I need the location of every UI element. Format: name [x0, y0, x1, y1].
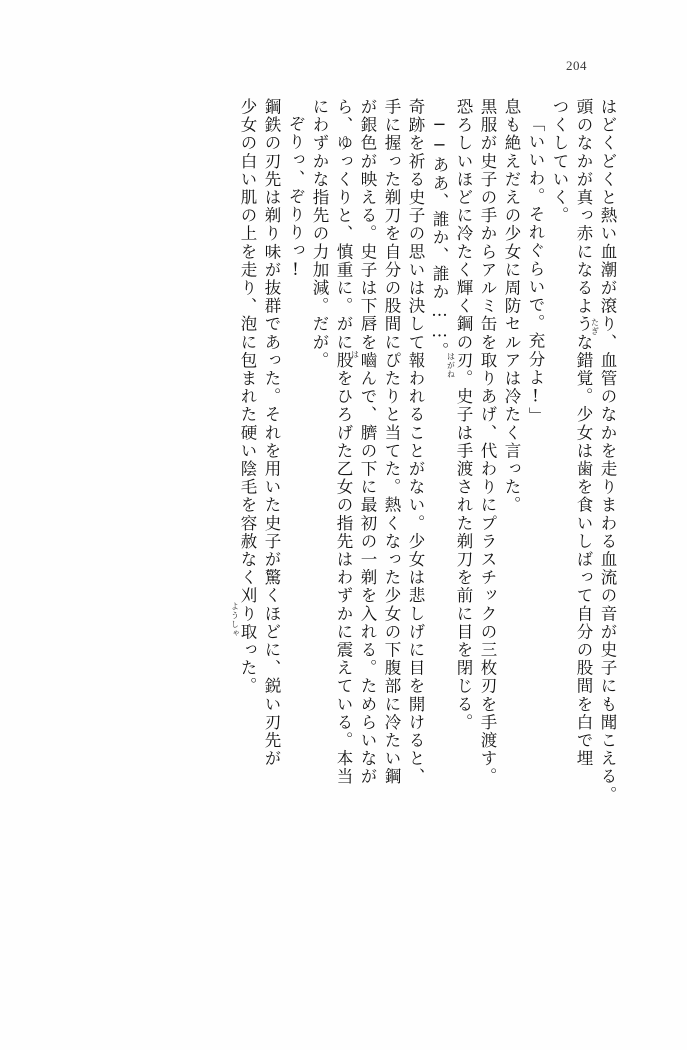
ruby-annotation: ようしゃ: [230, 602, 240, 638]
text-column: 少女の白い肌の上を走り、泡に包まれた硬い陰毛を容赦なく刈り取った。: [238, 98, 257, 696]
text-column: ぞりっ、ぞりりっ!: [286, 115, 305, 281]
ruby-annotation: たぎ: [590, 318, 600, 336]
ruby-annotation: はがね: [446, 352, 456, 379]
text-column: ら、ゆっくりと、慎重に。がに股をひろげた乙女の指先はわずかに震えている。本当: [334, 98, 353, 786]
text-column: 「いいわ。それぐらいで。充分よ!」: [526, 115, 545, 426]
text-column: にわずかな指先の力加減。だが。: [310, 98, 329, 370]
text-column: 黒服が史子の手からアルミ缶を取りあげ、代わりにプラスチックの三枚刃を手渡す。: [478, 98, 497, 786]
text-column: が銀色が映える。史子は下唇を嚙んで、臍の下に最初の一剃を入れる。ためらいなが: [358, 98, 377, 786]
text-column: 息も絶えだえの少女に周防セルアは冷たく言った。: [502, 98, 521, 515]
text-column: つくしていく。: [550, 98, 569, 225]
text-column: 鋼鉄の刃先は剃り味が抜群であった。それを用いた史子が驚くほどに、鋭い刃先が: [262, 98, 281, 768]
text-column: 奇跡を祈る史子の思いは決して報われることがない。少女は悲しげに目を開けると、: [406, 98, 425, 786]
text-column: ──ああ、誰か、誰か……。: [430, 115, 449, 361]
text-column: はどくどくと熱い血潮が滾り、血管のなかを走りまわる血流の音が史子にも聞こえる。: [598, 98, 617, 804]
ruby-annotation: は: [350, 350, 360, 359]
text-column: 恐ろしいほどに冷たく輝く鋼の刃。史子は手渡された剃刀を前に目を閉じる。: [454, 98, 473, 732]
text-column: 頭のなかが真っ赤になるような錯覚。少女は歯を食いしばって自分の股間を白で埋: [574, 98, 593, 768]
text-column: 手に握った剃刀を自分の股間にぴたりと当てた。熱くなった少女の下腹部に冷たい鋼: [382, 98, 401, 786]
page-number: 204: [566, 58, 587, 73]
vertical-body-text: [75, 98, 615, 958]
